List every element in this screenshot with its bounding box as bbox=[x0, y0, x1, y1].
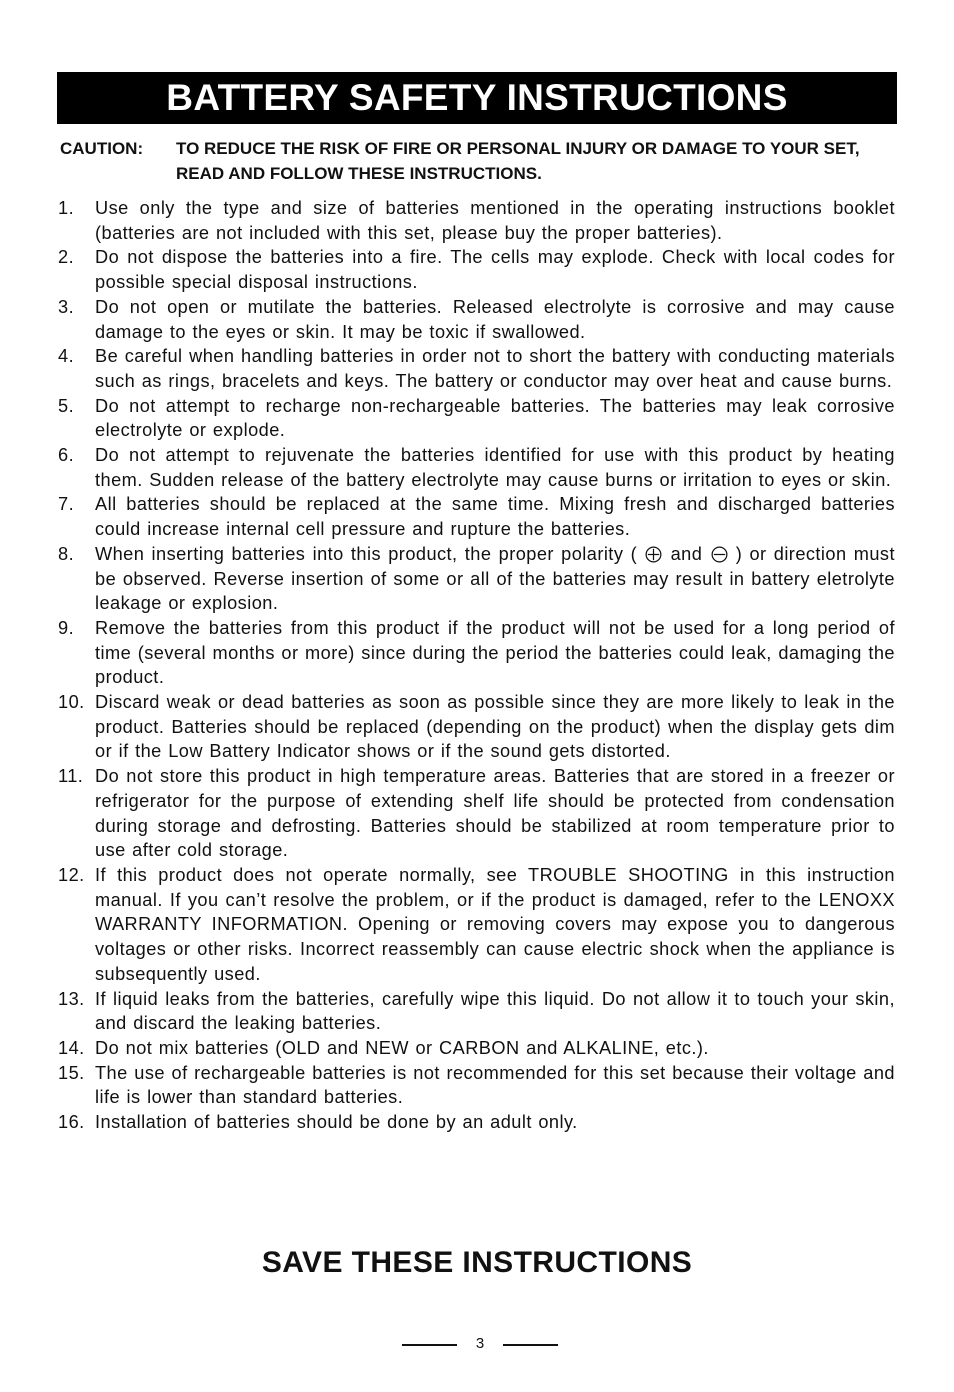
item-text: Do not store this product in high temperature areas. Batteries that are stored in a freezer or refrigerator for the purpose of extending shelf life should be protected from condensation during storage and defrosting. Batteries should be stabilized at room temperature prior to use after cold storage. bbox=[95, 766, 895, 861]
list-item bbox=[57, 295, 895, 344]
list-item bbox=[57, 245, 895, 294]
list-item bbox=[57, 196, 895, 245]
page-title: BATTERY SAFETY INSTRUCTIONS bbox=[57, 72, 897, 124]
item-number: 15. bbox=[58, 1062, 85, 1083]
item-number: 9. bbox=[58, 617, 75, 638]
list-item bbox=[57, 764, 895, 863]
item-number: 2. bbox=[58, 247, 75, 268]
item-text: Use only the type and size of batteries mentioned in the operating instructions booklet (batteries are not included with this set, please buy the proper batteries). bbox=[95, 198, 895, 243]
list-item bbox=[57, 863, 895, 987]
item-text: Be careful when handling batteries in order not to short the battery with conducting materials such as rings, bracelets and keys. The battery or conductor may over heat and cause burns. bbox=[95, 346, 895, 391]
item-text: Do not attempt to recharge non-rechargeable batteries. The batteries may leak corrosive electrolyte or explode. bbox=[95, 395, 895, 441]
item-number: 6. bbox=[58, 445, 75, 466]
item-number: 7. bbox=[58, 494, 75, 515]
item-text: Remove the batteries from this product if the product will not be used for a long period of time (several months or more) since during the period the batteries could leak, damaging the product. bbox=[95, 617, 895, 688]
caution-label: CAUTION: bbox=[60, 139, 144, 158]
save-instructions-heading: SAVE THESE INSTRUCTIONS bbox=[261, 1246, 693, 1279]
item-number: 4. bbox=[58, 346, 75, 367]
item-number: 1. bbox=[58, 198, 75, 218]
item-number: 3. bbox=[58, 296, 75, 317]
item-text: If liquid leaks from the batteries, carefully wipe this liquid. Do not allow it to touch your skin, and discard the leaking batteries. bbox=[95, 988, 895, 1034]
item-number: 12. bbox=[58, 864, 85, 885]
item-text: Discard weak or dead batteries as soon as possible since they are more likely to leak in the product. Batteries should be replaced (depending on the product) when the display gets dim or if the Low Battery Indicator shows or if the sound gets distorted. bbox=[95, 692, 895, 762]
item-number: 14. bbox=[58, 1037, 85, 1058]
page-footer bbox=[0, 1334, 954, 1354]
list-item bbox=[57, 394, 895, 443]
item-text: Do not open or mutilate the batteries. Released electrolyte is corrosive and may cause damage to the eyes or skin. It may be toxic if swallowed. bbox=[95, 296, 895, 342]
item-text: Do not mix batteries (OLD and NEW or CARBON and ALKALINE, etc.). bbox=[95, 1037, 709, 1058]
footer-rule-left bbox=[402, 1344, 457, 1346]
item-text: All batteries should be replaced at the same time. Mixing fresh and discharged batteries could increase internal cell pressure and rupture the batteries. bbox=[95, 494, 895, 540]
item-text-before: When inserting batteries into this product, the proper polarity ( bbox=[95, 543, 638, 564]
item-number: 16. bbox=[58, 1112, 85, 1133]
item-number: 8. bbox=[58, 543, 75, 564]
item-text: Installation of batteries should be done by an adult only. bbox=[95, 1112, 578, 1133]
item-text-after: ) or direction must be observed. Reverse insertion of some or all of the batteries may result in battery eletrolyte leakage or explosion. bbox=[95, 543, 895, 614]
footer-rule-right bbox=[503, 1344, 558, 1346]
list-item bbox=[57, 1036, 895, 1061]
page-number: 3 bbox=[475, 1335, 485, 1352]
list-item bbox=[57, 1061, 895, 1110]
list-item bbox=[57, 987, 895, 1036]
item-text: If this product does not operate normally, see TROUBLE SHOOTING in this instruction manual. If you can’t resolve the problem, or if the product is damaged, refer to the LENOXX WARRANTY INFORMATION. Opening or removing covers may expose you to dangerous voltages or other risks. Incorrect reassembly can cause electric shock when the appliance is subsequently used. bbox=[95, 864, 895, 984]
item-text: The use of rechargeable batteries is not recommended for this set because their voltage and life is lower than standard batteries. bbox=[95, 1062, 895, 1108]
list-item bbox=[57, 443, 895, 492]
list-item bbox=[57, 492, 895, 541]
item-text-and: and bbox=[670, 543, 703, 564]
item-text: Do not attempt to rejuvenate the batteries identified for use with this product by heating them. Sudden release of the battery electrolyte may cause burns or irritation to eyes or skin. bbox=[95, 445, 895, 490]
item-number: 5. bbox=[58, 395, 75, 416]
list-item bbox=[57, 1110, 895, 1135]
list-item bbox=[57, 616, 895, 690]
item-text: Do not dispose the batteries into a fire. The cells may explode. Check with local codes for possible special disposal instructions. bbox=[95, 247, 895, 293]
caution-text: TO REDUCE THE RISK OF FIRE OR PERSONAL INJURY OR DAMAGE TO YOUR SET, READ AND FOLLOW THESE INSTRUCTIONS. bbox=[176, 139, 860, 183]
list-item bbox=[57, 344, 895, 393]
minus-in-circle-icon bbox=[711, 546, 728, 563]
list-item bbox=[57, 690, 895, 764]
item-number: 10. bbox=[58, 692, 85, 713]
caution-block bbox=[60, 136, 896, 186]
item-number: 11. bbox=[58, 766, 84, 787]
plus-in-circle-icon bbox=[645, 546, 662, 563]
list-item bbox=[57, 542, 895, 616]
item-number: 13. bbox=[58, 988, 85, 1009]
instruction-list bbox=[57, 196, 895, 1135]
